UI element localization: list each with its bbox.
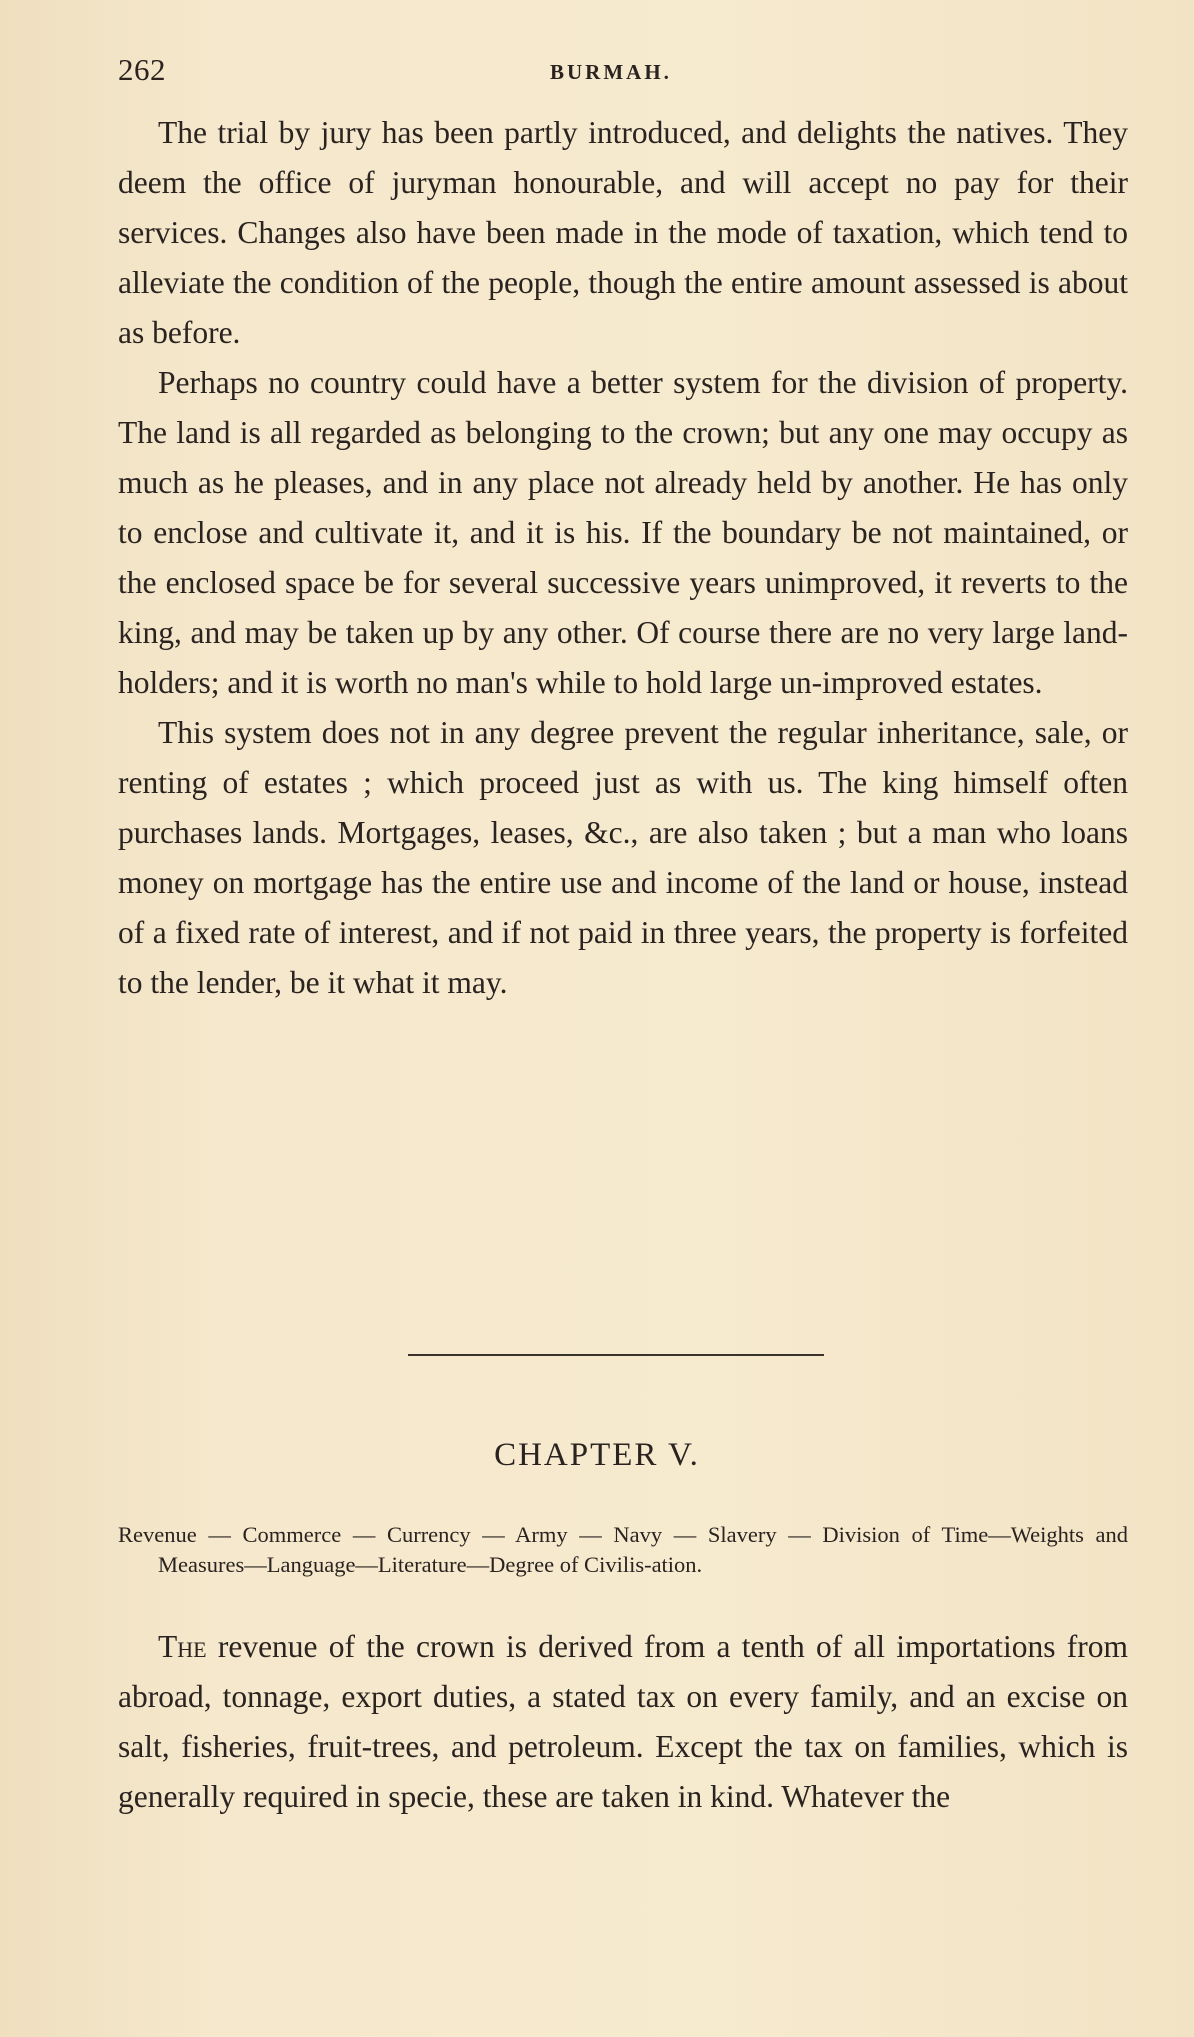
chapter-v-opening: [118, 1622, 1128, 1822]
opening-word: The: [158, 1629, 207, 1664]
paragraph-inheritance: This system does not in any degree prevent the regular inheritance, sale, or renting of estates ; which proceed just as with us. The king himself often purchases lands. Mortgages, leases, &c., are also taken ; but a man who loans money on mortgage has the entire use and income of the land or house, instead of a fixed rate of interest, and if not paid in three years, the property is forfeited to the lender, be it what it may.: [118, 715, 1128, 1000]
page-header: [118, 52, 1128, 92]
page-number: 262: [118, 52, 166, 87]
chapter-iv-ending: [118, 108, 1128, 1008]
section-divider: [408, 1354, 824, 1356]
paragraph-revenue: [118, 1622, 1128, 1822]
chapter-synopsis: Revenue — Commerce — Currency — Army — Navy — Slavery — Division of Time—Weights and Measures—Language—Literature—Degree of Civilis-ation.: [118, 1522, 1128, 1577]
opening-text: revenue of the crown is derived from a tenth of all importations from abroad, tonnage, export duties, a stated tax on every family, and an excise on salt, fisheries, fruit-trees, and petroleum. Except the tax on families, which is generally required in specie, these are taken in kind. Whatever the: [118, 1629, 1128, 1814]
chapter-title: CHAPTER V.: [494, 1437, 700, 1473]
running-head: BURMAH.: [550, 60, 672, 84]
paragraph-division-of-property: Perhaps no country could have a better system for the division of property. The land is all regarded as belonging to the crown; but any one may occupy as much as he pleases, and in any place not already held by another. He has only to enclose and cultivate it, and it is his. If the boundary be not maintained, or the enclosed space be for several successive years unimproved, it reverts to the king, and may be taken up by any other. Of course there are no very large land-holders; and it is worth no man's while to hold large un-improved estates.: [118, 365, 1128, 700]
paragraph-trial-by-jury: The trial by jury has been partly introduced, and delights the natives. They deem the office of juryman honourable, and will accept no pay for their services. Changes also have been made in the mode of taxation, which tend to alleviate the condition of the people, though the entire amount assessed is about as before.: [118, 115, 1128, 350]
